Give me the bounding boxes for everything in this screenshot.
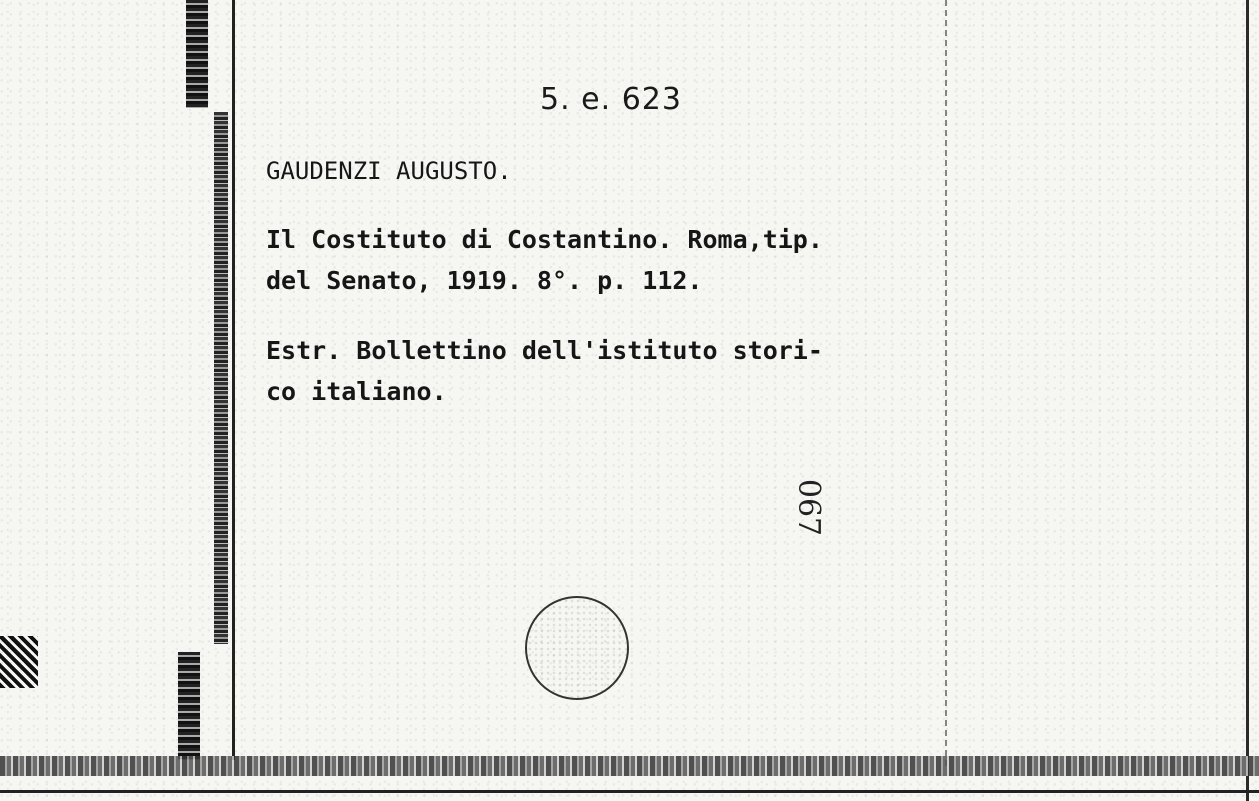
card-edge xyxy=(945,0,947,770)
shelfmark: 5. e. 623 xyxy=(540,82,682,117)
inventory-number: 067 xyxy=(791,478,827,537)
note-line-1: Estr. Bollettino dell'istituto stori- xyxy=(266,336,823,365)
binding-strip-top xyxy=(186,0,208,108)
binding-strip-bottom xyxy=(178,652,200,760)
note-line-2: co italiano. xyxy=(266,377,447,406)
bottom-rule xyxy=(0,790,1259,793)
title-line-2: del Senato, 1919. 8°. p. 112. xyxy=(266,266,703,295)
library-stamp xyxy=(525,596,629,700)
binding-strip xyxy=(214,112,228,644)
author-name: GAUDENZI AUGUSTO. xyxy=(266,157,512,185)
edge-mark xyxy=(0,636,38,688)
frame-edge xyxy=(1246,0,1249,801)
card-bottom-edge xyxy=(0,756,1259,776)
title-line-1: Il Costituto di Costantino. Roma,tip. xyxy=(266,225,823,254)
